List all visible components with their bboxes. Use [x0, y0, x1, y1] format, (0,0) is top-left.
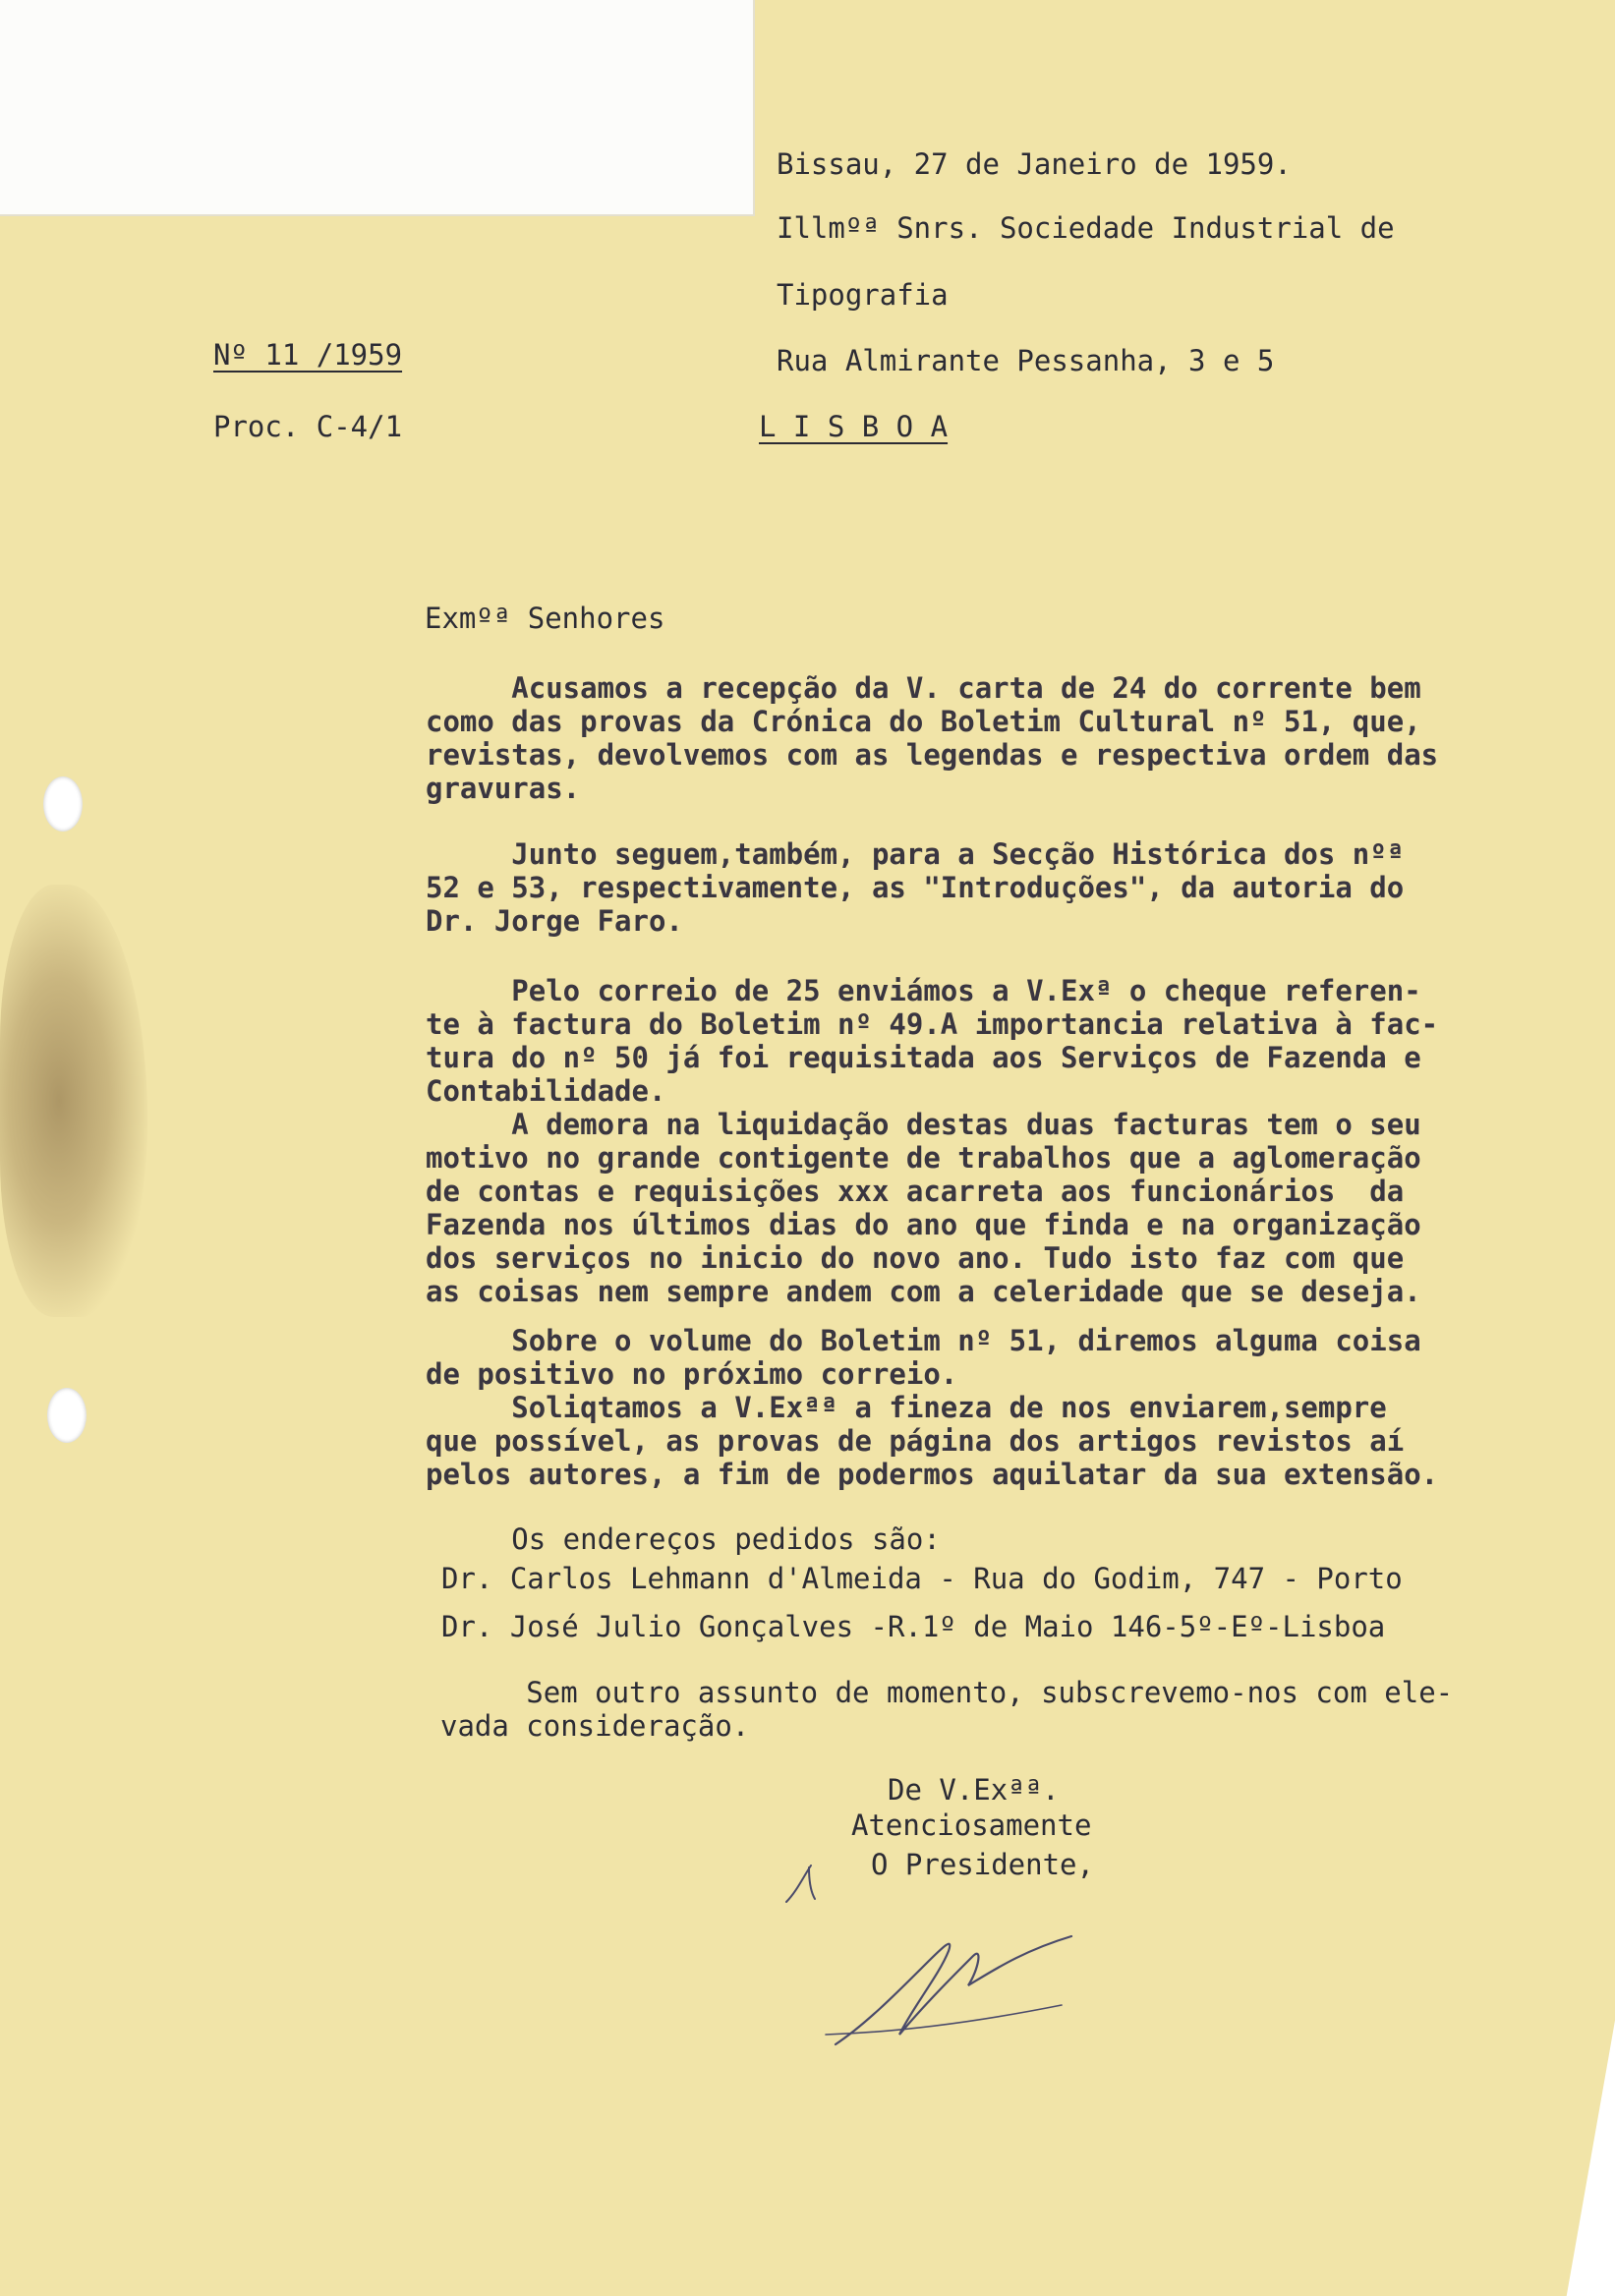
punch-hole-top — [43, 776, 83, 832]
addresses-intro: Os endereços pedidos são: — [426, 1522, 941, 1556]
body-line: dos serviços no inicio do novo ano. Tudo isto faz com que — [426, 1241, 1405, 1275]
initial-mark — [781, 1858, 831, 1907]
signoff-line-1: De V.Exªª. — [888, 1773, 1060, 1807]
salutation: Exmºª Senhores — [425, 602, 665, 635]
recipient-line-1: Illmºª Snrs. Sociedade Industrial de — [777, 211, 1395, 245]
body-line: tura do nº 50 já foi requisitada aos Serviços de Fazenda e — [426, 1041, 1421, 1074]
body-line: Fazenda nos últimos dias do ano que finda e na organização — [426, 1208, 1421, 1241]
body-line: Pelo correio de 25 enviámos a V.Exª o cheque referen- — [426, 974, 1421, 1007]
closing-line-2: vada consideração. — [440, 1709, 750, 1743]
body-line: motivo no grande contigente de trabalhos que a aglomeração — [426, 1141, 1421, 1175]
body-line: gravuras. — [426, 772, 581, 805]
body-line: Junto seguem,também, para a Secção Histórica dos nºª — [426, 837, 1405, 871]
body-line: Contabilidade. — [426, 1074, 666, 1108]
body-line: revistas, devolvemos com as legendas e respectiva ordem das — [426, 738, 1439, 772]
body-line: A demora na liquidação destas duas facturas tem o seu — [426, 1108, 1421, 1141]
address-line-2: Dr. José Julio Gonçalves -R.1º de Maio 146-5º-Eº-Lisboa — [441, 1610, 1386, 1643]
closing-line-1: Sem outro assunto de momento, subscrevemo-nos com ele- — [440, 1676, 1454, 1709]
body-line: te à factura do Boletim nº 49.A importancia relativa à fac- — [426, 1007, 1439, 1041]
body-line: as coisas nem sempre andem com a celeridade que se deseja. — [426, 1275, 1421, 1308]
body-line: que possível, as provas de página dos artigos revistos aí — [426, 1424, 1405, 1458]
body-line: Acusamos a recepção da V. carta de 24 do corrente bem — [426, 671, 1421, 705]
body-line: Sobre o volume do Boletim nº 51, diremos alguma coisa — [426, 1324, 1421, 1357]
process-number: Proc. C-4/1 — [213, 410, 403, 443]
handwritten-signature — [806, 1917, 1101, 2054]
body-line: 52 e 53, respectivamente, as "Introduções", da autoria do — [426, 871, 1405, 904]
body-line: como das provas da Crónica do Boletim Cultural nº 51, que, — [426, 705, 1421, 738]
letter-date: Bissau, 27 de Janeiro de 1959. — [777, 147, 1292, 181]
signoff-line-2: Atenciosamente — [851, 1808, 1092, 1842]
signoff-line-3: O Presidente, — [871, 1848, 1094, 1881]
reference-number: Nº 11 /1959 — [213, 338, 403, 372]
recipient-line-2: Tipografia — [777, 278, 949, 312]
body-line: de positivo no próximo correio. — [426, 1357, 958, 1391]
recipient-line-3: Rua Almirante Pessanha, 3 e 5 — [777, 344, 1275, 377]
punch-hole-bottom — [47, 1388, 87, 1443]
body-line: Soliqtamos a V.Exªª a fineza de nos enviarem,sempre — [426, 1391, 1387, 1424]
water-stain — [0, 885, 147, 1317]
body-line: de contas e requisições xxx acarreta aos funcionários da — [426, 1175, 1405, 1208]
blank-label — [0, 0, 755, 216]
address-line-1: Dr. Carlos Lehmann d'Almeida - Rua do Godim, 747 - Porto — [441, 1562, 1403, 1595]
body-line: pelos autores, a fim de podermos aquilatar da sua extensão. — [426, 1458, 1439, 1491]
recipient-city: L I S B O A — [759, 410, 949, 443]
body-line: Dr. Jorge Faro. — [426, 904, 683, 938]
